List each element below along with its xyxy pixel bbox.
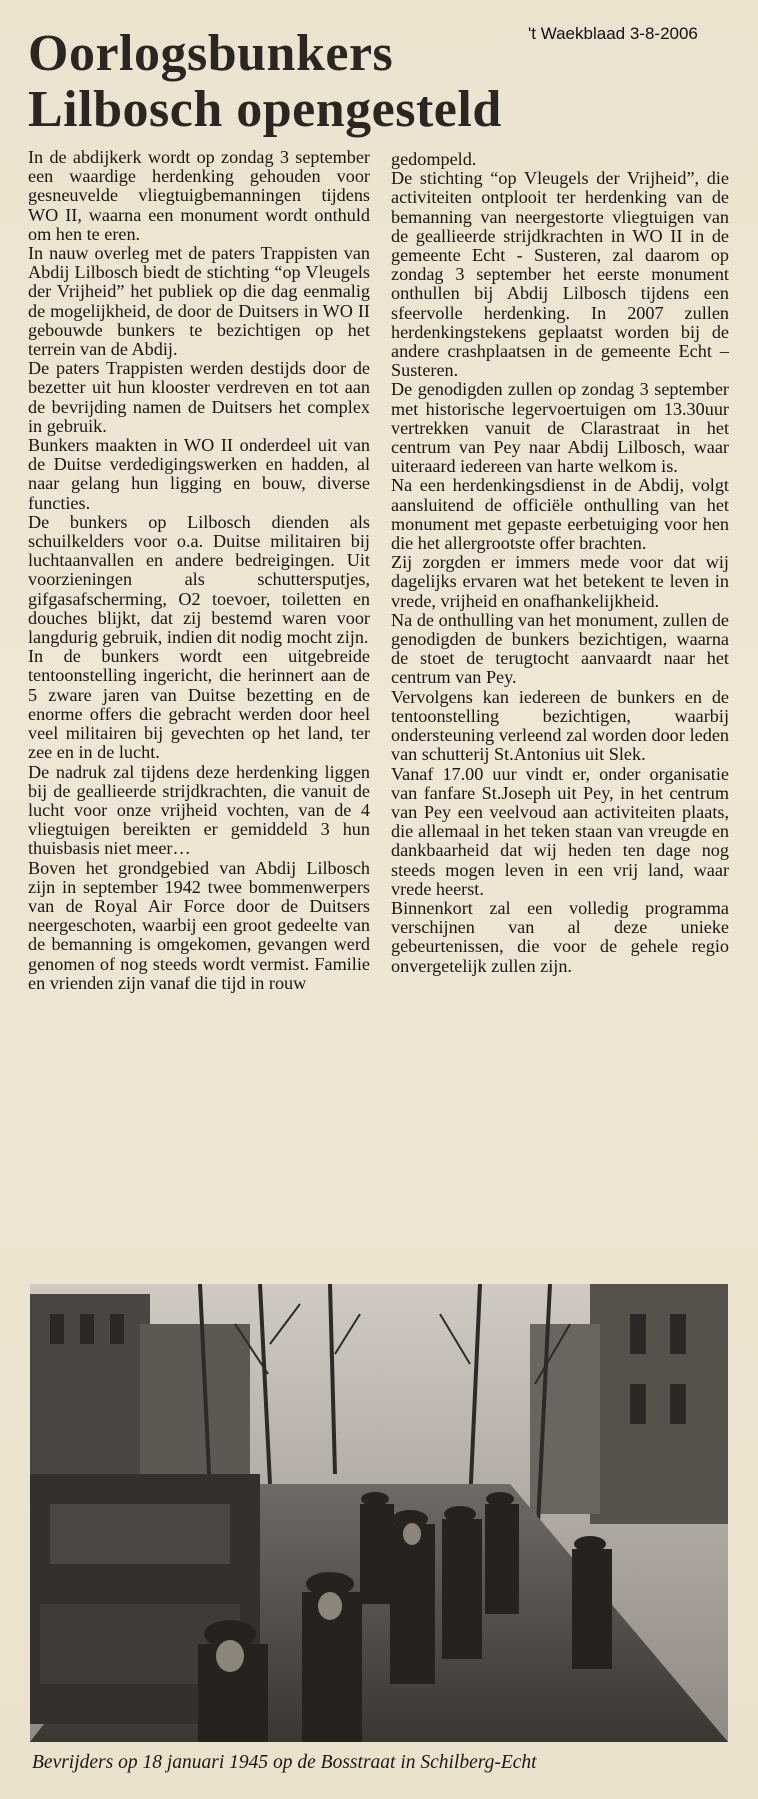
paragraph: In de abdijkerk wordt op zondag 3 september een waardige herdenking gehouden voor gesneuvelde vliegtuigbemanningen tijdens WO II, waarna een monument wordt onthuld om hen te eren. <box>28 147 370 244</box>
paragraph: De bunkers op Lilbosch dienden als schuilkelders voor o.a. Duitse militairen bij luchtaanvallen en andere bedreigingen. Uit voorzieningen als schuttersputjes, gifgasafscherming, O2 toevoer, toiletten en douches blijkt, dat zij bestemd waren voor langdurig gebruik, indien dit nodig mocht zijn. <box>28 511 370 648</box>
paragraph: gedompeld. <box>391 149 477 169</box>
paragraph: De nadruk zal tijdens deze herdenking liggen bij de geallieerde strijdkrachten, die vanuit de lucht voor onze vrijheid vochten, van de 4 vliegtuigen bereikten er gemiddeld 3 hun thuisbasis niet meer… <box>28 761 370 859</box>
paragraph: In de bunkers wordt een uitgebreide tentoonstelling ingericht, die herinnert aan de 5 zware jaren van Duitse bezetting en de enorme offers die gebracht werden door heel veel militairen bij gevechten op het land, ter zee en in de lucht. <box>28 646 370 763</box>
paragraph: Bunkers maakten in WO II onderdeel uit van de Duitse verdedigingswerken en hadden, al naar gelang hun ligging en bouw, diverse functies. <box>28 435 370 513</box>
paragraph: Na een herdenkingsdienst in de Abdij, volgt aansluitend de officiële onthulling van het monument met gepaste eerbetuiging voor hen die het allergrootste offer brachten. <box>391 475 729 554</box>
headline-line-2: Lilbosch opengesteld <box>28 81 502 138</box>
article-column-left <box>28 148 370 993</box>
paragraph: In nauw overleg met de paters Trappisten van Abdij Lilbosch biedt de stichting “op Vleugels der Vrijheid” het publiek op die dag eenmalig de mogelijkheid, de door de Duitsers in WO II gebouwde bunkers te bezichtigen op het terrein van de Abdij. <box>28 243 370 360</box>
street-scene-illustration <box>30 1284 728 1742</box>
headline <box>28 26 728 138</box>
photo-caption: Bevrijders op 18 januari 1945 op de Bosstraat in Schilberg-Echt <box>32 1752 537 1773</box>
paragraph: Binnenkort zal een volledig programma verschijnen van al deze unieke gebeurtenissen, die voor de gehele regio onvergetelijk zullen zijn. <box>391 897 729 976</box>
paragraph: De genodigden zullen op zondag 3 september met historische legervoertuigen om 13.30uur vertrekken vanuit de Clarastraat in het centrum van Pey naar Abdij Lilbosch, waar uiteraard iedereen van harte welkom is. <box>391 379 729 477</box>
paragraph: Vanaf 17.00 uur vindt er, onder organisatie van fanfare St.Joseph uit Pey, in het centrum van Pey een veelvoud aan activiteiten plaats, die allemaal in het teken staan van vreugde en dankbaarheid dat wij heden ten dage nog steeds mogen leven in een vrij land, waar vrede heerst. <box>391 763 729 899</box>
paragraph: Na de onthulling van het monument, zullen de genodigden de bunkers bezichtigen, waarna de stoet de terugtocht aanvaardt naar het centrum van Pey. <box>391 609 729 688</box>
paragraph: Vervolgens kan iedereen de bunkers en de tentoonstelling bezichtigen, waarbij ondersteuning verleend zal worden door leden van schutterij St.Antonius uit Slek. <box>391 686 729 765</box>
paragraph: Boven het grondgebied van Abdij Lilbosch zijn in september 1942 twee bommenwerpers van de Royal Air Force door de Duitsers neergeschoten, waarbij een groot gedeelte van de bemanning is omgekomen, gevangen werd genomen of nog steeds wordt vermist. Familie en vrienden zijn vanaf die tijd in rouw <box>28 857 370 993</box>
paragraph: De stichting “op Vleugels der Vrijheid”, die activiteiten ontplooit ter herdenking van de bemanning van neergestorte vliegtuigen van de geallieerde strijdkrachten in WO II in de gemeente Echt - Susteren, zal daarom op zondag 3 september het eerste monument onthullen bij Abdij Lilbosch tijdens een sfeervolle herdenking. In 2007 zullen herdenkingstekens geplaatst worden bij de andere crashplaatsen in de gemeente Echt – Susteren. <box>391 168 729 381</box>
building-right <box>590 1284 728 1524</box>
paragraph: Zij zorgden er immers mede voor dat wij dagelijks ervaren wat het betekent te leven in vrede, vrijheid en onafhankelijkheid. <box>391 552 729 611</box>
headline-line-1: Oorlogsbunkers <box>28 25 394 82</box>
paragraph: De paters Trappisten werden destijds door de bezetter uit hun klooster verdreven en tot aan de bevrijding namen de Duitsers het complex in gebruik. <box>28 358 370 436</box>
source-note: 't Waekblaad 3-8-2006 <box>528 24 698 43</box>
article-column-right <box>391 150 729 976</box>
historical-photo <box>30 1284 728 1742</box>
